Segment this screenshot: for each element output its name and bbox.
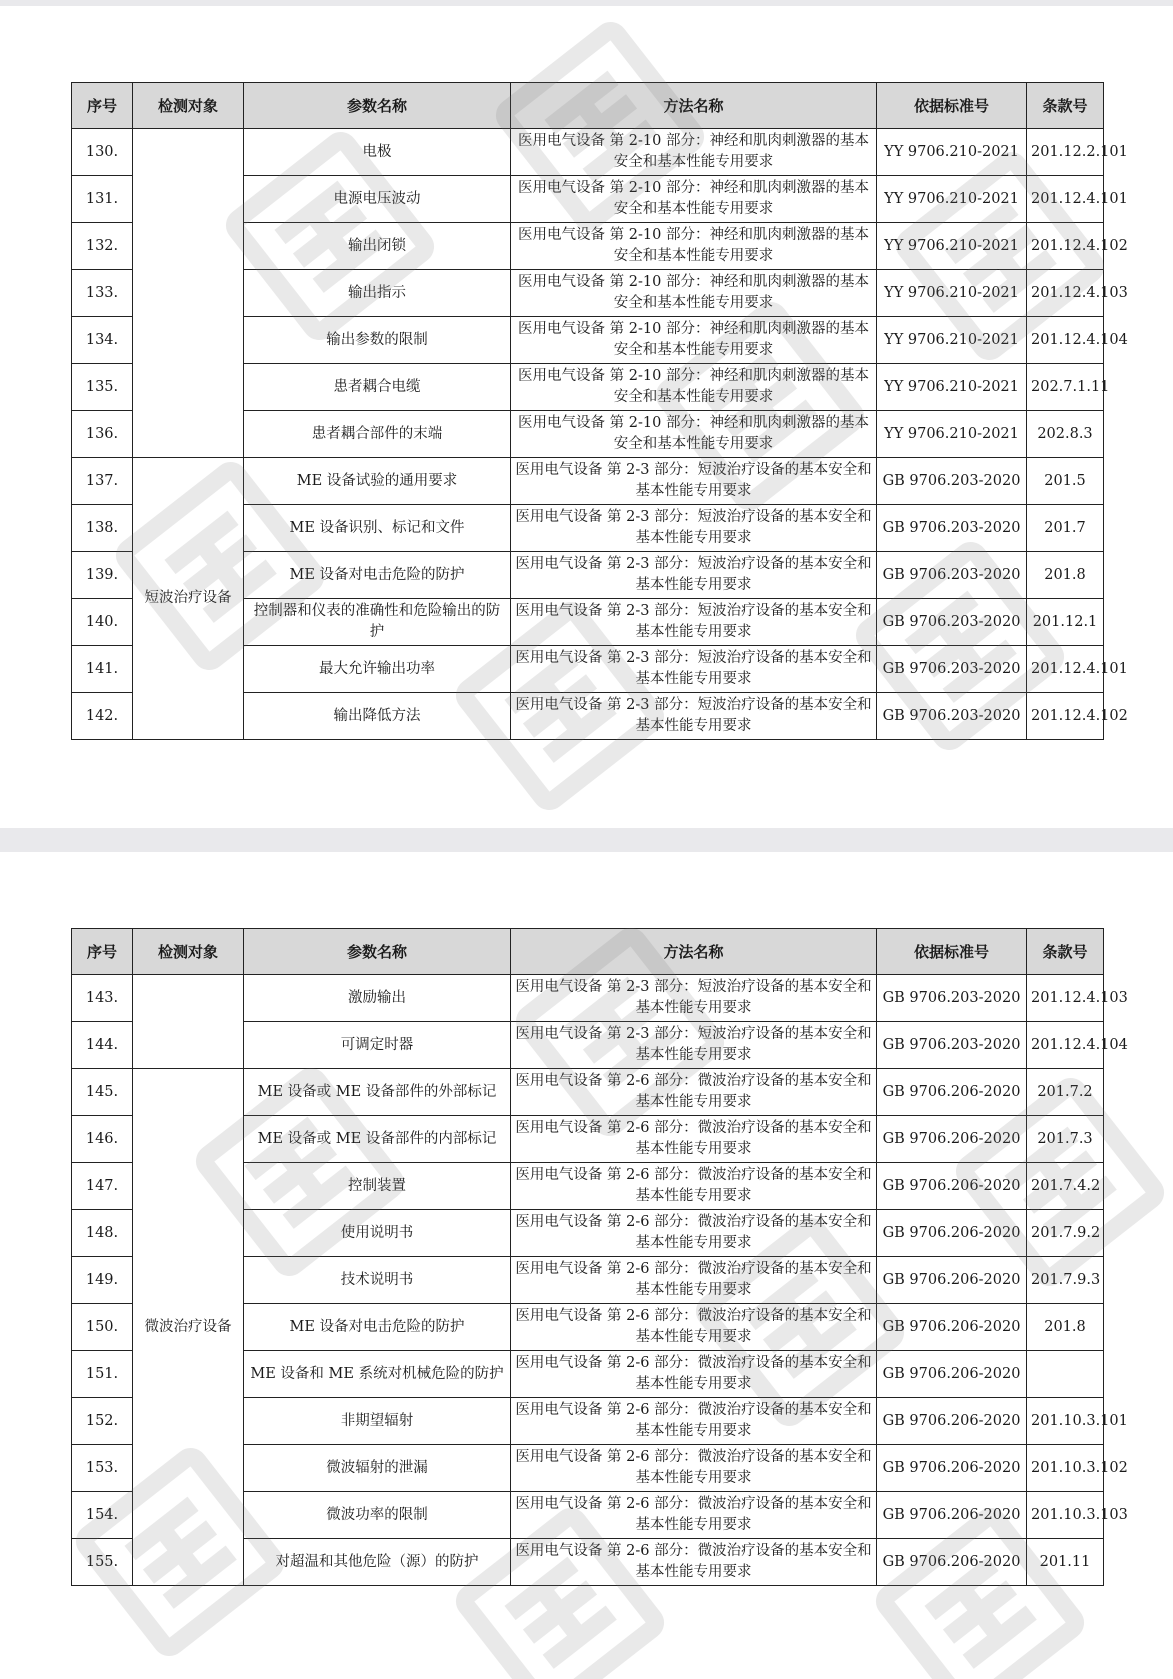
row-seq: 150. — [72, 1304, 133, 1351]
header-standard: 依据标准号 — [877, 83, 1027, 129]
row-standard: GB 9706.203-2020 — [877, 505, 1027, 552]
row-method: 医用电气设备 第 2-6 部分：微波治疗设备的基本安全和基本性能专用要求 — [511, 1304, 877, 1351]
table-body — [72, 975, 1128, 1586]
row-clause: 201.7.2 — [1027, 1069, 1104, 1116]
row-param: 患者耦合电缆 — [244, 364, 511, 411]
row-standard: GB 9706.206-2020 — [877, 1257, 1027, 1304]
header-object: 检测对象 — [133, 929, 244, 975]
row-standard: GB 9706.203-2020 — [877, 552, 1027, 599]
row-param: ME 设备或 ME 设备部件的外部标记 — [244, 1069, 511, 1116]
row-param: 激励输出 — [244, 975, 511, 1022]
row-standard: GB 9706.206-2020 — [877, 1069, 1027, 1116]
row-clause: 201.12.4.102 — [1027, 693, 1104, 740]
row-seq: 131. — [72, 176, 133, 223]
row-method: 医用电气设备 第 2-10 部分：神经和肌肉刺激器的基本安全和基本性能专用要求 — [511, 411, 877, 458]
row-seq: 154. — [72, 1492, 133, 1539]
row-clause: 202.8.3 — [1027, 411, 1104, 458]
row-seq: 147. — [72, 1163, 133, 1210]
row-param: 输出闭锁 — [244, 223, 511, 270]
row-param: ME 设备识别、标记和文件 — [244, 505, 511, 552]
header-method: 方法名称 — [511, 929, 877, 975]
row-standard: GB 9706.203-2020 — [877, 693, 1027, 740]
inspection-table-page-2 — [71, 928, 1128, 1586]
row-param: 输出参数的限制 — [244, 317, 511, 364]
row-standard: GB 9706.203-2020 — [877, 458, 1027, 505]
row-method: 医用电气设备 第 2-10 部分：神经和肌肉刺激器的基本安全和基本性能专用要求 — [511, 223, 877, 270]
row-clause: 201.10.3.102 — [1027, 1445, 1104, 1492]
row-clause: 201.7.4.2 — [1027, 1163, 1104, 1210]
row-clause: 201.12.1 — [1027, 599, 1104, 646]
row-param: 微波功率的限制 — [244, 1492, 511, 1539]
row-seq: 143. — [72, 975, 133, 1022]
table-body — [72, 129, 1128, 740]
row-clause: 201.7.3 — [1027, 1116, 1104, 1163]
table-row — [72, 975, 1104, 1022]
row-param: ME 设备对电击危险的防护 — [244, 552, 511, 599]
row-standard: YY 9706.210-2021 — [877, 129, 1027, 176]
row-seq: 137. — [72, 458, 133, 505]
header-clause: 条款号 — [1027, 929, 1104, 975]
row-param: ME 设备或 ME 设备部件的内部标记 — [244, 1116, 511, 1163]
row-clause: 201.12.4.101 — [1027, 646, 1104, 693]
row-method: 医用电气设备 第 2-10 部分：神经和肌肉刺激器的基本安全和基本性能专用要求 — [511, 270, 877, 317]
row-method: 医用电气设备 第 2-3 部分：短波治疗设备的基本安全和基本性能专用要求 — [511, 975, 877, 1022]
row-clause: 201.10.3.101 — [1027, 1398, 1104, 1445]
row-method: 医用电气设备 第 2-6 部分：微波治疗设备的基本安全和基本性能专用要求 — [511, 1398, 877, 1445]
row-object — [133, 975, 244, 1069]
row-clause: 201.7 — [1027, 505, 1104, 552]
row-seq: 133. — [72, 270, 133, 317]
row-standard: GB 9706.203-2020 — [877, 646, 1027, 693]
row-method: 医用电气设备 第 2-3 部分：短波治疗设备的基本安全和基本性能专用要求 — [511, 646, 877, 693]
document-page-2 — [0, 852, 1173, 1679]
row-seq: 146. — [72, 1116, 133, 1163]
row-method: 医用电气设备 第 2-6 部分：微波治疗设备的基本安全和基本性能专用要求 — [511, 1539, 877, 1586]
row-standard: YY 9706.210-2021 — [877, 270, 1027, 317]
row-method: 医用电气设备 第 2-6 部分：微波治疗设备的基本安全和基本性能专用要求 — [511, 1069, 877, 1116]
row-seq: 142. — [72, 693, 133, 740]
row-standard: GB 9706.206-2020 — [877, 1445, 1027, 1492]
row-seq: 152. — [72, 1398, 133, 1445]
row-clause: 201.12.4.103 — [1027, 975, 1104, 1022]
row-clause: 201.11 — [1027, 1539, 1104, 1586]
row-clause: 201.8 — [1027, 1304, 1104, 1351]
row-method: 医用电气设备 第 2-3 部分：短波治疗设备的基本安全和基本性能专用要求 — [511, 599, 877, 646]
row-method: 医用电气设备 第 2-3 部分：短波治疗设备的基本安全和基本性能专用要求 — [511, 693, 877, 740]
row-clause: 201.5 — [1027, 458, 1104, 505]
row-seq: 138. — [72, 505, 133, 552]
row-param: 最大允许输出功率 — [244, 646, 511, 693]
row-clause: 201.12.4.101 — [1027, 176, 1104, 223]
row-param: 患者耦合部件的末端 — [244, 411, 511, 458]
row-seq: 148. — [72, 1210, 133, 1257]
row-param: 对超温和其他危险（源）的防护 — [244, 1539, 511, 1586]
row-standard: GB 9706.206-2020 — [877, 1163, 1027, 1210]
row-seq: 140. — [72, 599, 133, 646]
row-param: 微波辐射的泄漏 — [244, 1445, 511, 1492]
row-seq: 144. — [72, 1022, 133, 1069]
row-method: 医用电气设备 第 2-6 部分：微波治疗设备的基本安全和基本性能专用要求 — [511, 1492, 877, 1539]
row-method: 医用电气设备 第 2-10 部分：神经和肌肉刺激器的基本安全和基本性能专用要求 — [511, 129, 877, 176]
row-clause: 201.12.4.104 — [1027, 317, 1104, 364]
row-param: 控制器和仪表的准确性和危险输出的防护 — [244, 599, 511, 646]
table-row — [72, 129, 1104, 176]
row-method: 医用电气设备 第 2-6 部分：微波治疗设备的基本安全和基本性能专用要求 — [511, 1257, 877, 1304]
row-standard: YY 9706.210-2021 — [877, 411, 1027, 458]
row-clause: 201.8 — [1027, 552, 1104, 599]
table-row — [72, 1069, 1104, 1116]
row-param: ME 设备试验的通用要求 — [244, 458, 511, 505]
row-clause: 201.12.4.104 — [1027, 1022, 1104, 1069]
row-clause: 201.7.9.3 — [1027, 1257, 1104, 1304]
row-method: 医用电气设备 第 2-10 部分：神经和肌肉刺激器的基本安全和基本性能专用要求 — [511, 364, 877, 411]
row-seq: 141. — [72, 646, 133, 693]
row-seq: 153. — [72, 1445, 133, 1492]
table-header-row — [72, 83, 1104, 129]
row-param: 使用说明书 — [244, 1210, 511, 1257]
row-standard: YY 9706.210-2021 — [877, 176, 1027, 223]
row-method: 医用电气设备 第 2-3 部分：短波治疗设备的基本安全和基本性能专用要求 — [511, 1022, 877, 1069]
row-param: 电极 — [244, 129, 511, 176]
header-clause: 条款号 — [1027, 83, 1104, 129]
row-standard: YY 9706.210-2021 — [877, 223, 1027, 270]
row-method: 医用电气设备 第 2-3 部分：短波治疗设备的基本安全和基本性能专用要求 — [511, 458, 877, 505]
row-seq: 151. — [72, 1351, 133, 1398]
table-header-row — [72, 929, 1104, 975]
row-method: 医用电气设备 第 2-3 部分：短波治疗设备的基本安全和基本性能专用要求 — [511, 505, 877, 552]
row-param: 输出指示 — [244, 270, 511, 317]
row-seq: 145. — [72, 1069, 133, 1116]
header-method: 方法名称 — [511, 83, 877, 129]
row-method: 医用电气设备 第 2-6 部分：微波治疗设备的基本安全和基本性能专用要求 — [511, 1163, 877, 1210]
row-seq: 149. — [72, 1257, 133, 1304]
header-param: 参数名称 — [244, 929, 511, 975]
row-method: 医用电气设备 第 2-10 部分：神经和肌肉刺激器的基本安全和基本性能专用要求 — [511, 317, 877, 364]
row-standard: YY 9706.210-2021 — [877, 317, 1027, 364]
page-gap — [0, 828, 1173, 852]
row-param: ME 设备对电击危险的防护 — [244, 1304, 511, 1351]
row-standard: GB 9706.203-2020 — [877, 599, 1027, 646]
inspection-table-page-1 — [71, 82, 1128, 740]
row-standard: GB 9706.206-2020 — [877, 1210, 1027, 1257]
header-standard: 依据标准号 — [877, 929, 1027, 975]
row-seq: 130. — [72, 129, 133, 176]
row-standard: GB 9706.206-2020 — [877, 1116, 1027, 1163]
row-method: 医用电气设备 第 2-6 部分：微波治疗设备的基本安全和基本性能专用要求 — [511, 1210, 877, 1257]
row-method: 医用电气设备 第 2-6 部分：微波治疗设备的基本安全和基本性能专用要求 — [511, 1351, 877, 1398]
row-clause: 202.7.1.11 — [1027, 364, 1104, 411]
row-clause: 201.12.4.102 — [1027, 223, 1104, 270]
row-clause: 201.7.9.2 — [1027, 1210, 1104, 1257]
row-standard: GB 9706.206-2020 — [877, 1492, 1027, 1539]
row-object — [133, 129, 244, 458]
row-method: 医用电气设备 第 2-6 部分：微波治疗设备的基本安全和基本性能专用要求 — [511, 1116, 877, 1163]
row-seq: 132. — [72, 223, 133, 270]
row-object: 微波治疗设备 — [133, 1069, 244, 1586]
header-seq: 序号 — [72, 83, 133, 129]
row-seq: 155. — [72, 1539, 133, 1586]
row-standard: GB 9706.206-2020 — [877, 1398, 1027, 1445]
row-method: 医用电气设备 第 2-3 部分：短波治疗设备的基本安全和基本性能专用要求 — [511, 552, 877, 599]
row-standard: GB 9706.206-2020 — [877, 1539, 1027, 1586]
row-param: 输出降低方法 — [244, 693, 511, 740]
row-seq: 134. — [72, 317, 133, 364]
row-standard: GB 9706.206-2020 — [877, 1304, 1027, 1351]
row-standard: GB 9706.203-2020 — [877, 1022, 1027, 1069]
row-param: 技术说明书 — [244, 1257, 511, 1304]
header-seq: 序号 — [72, 929, 133, 975]
row-param: 电源电压波动 — [244, 176, 511, 223]
row-seq: 139. — [72, 552, 133, 599]
row-object: 短波治疗设备 — [133, 458, 244, 740]
row-standard: YY 9706.210-2021 — [877, 364, 1027, 411]
row-method: 医用电气设备 第 2-6 部分：微波治疗设备的基本安全和基本性能专用要求 — [511, 1445, 877, 1492]
header-param: 参数名称 — [244, 83, 511, 129]
row-seq: 135. — [72, 364, 133, 411]
row-seq: 136. — [72, 411, 133, 458]
row-param: 控制装置 — [244, 1163, 511, 1210]
row-clause: 201.10.3.103 — [1027, 1492, 1104, 1539]
row-standard: GB 9706.203-2020 — [877, 975, 1027, 1022]
row-clause: 201.12.2.101 — [1027, 129, 1104, 176]
header-object: 检测对象 — [133, 83, 244, 129]
table-row — [72, 458, 1104, 505]
row-clause — [1027, 1351, 1104, 1398]
document-page-1 — [0, 6, 1173, 828]
row-method: 医用电气设备 第 2-10 部分：神经和肌肉刺激器的基本安全和基本性能专用要求 — [511, 176, 877, 223]
row-param: 可调定时器 — [244, 1022, 511, 1069]
row-standard: GB 9706.206-2020 — [877, 1351, 1027, 1398]
row-param: ME 设备和 ME 系统对机械危险的防护 — [244, 1351, 511, 1398]
row-clause: 201.12.4.103 — [1027, 270, 1104, 317]
row-param: 非期望辐射 — [244, 1398, 511, 1445]
